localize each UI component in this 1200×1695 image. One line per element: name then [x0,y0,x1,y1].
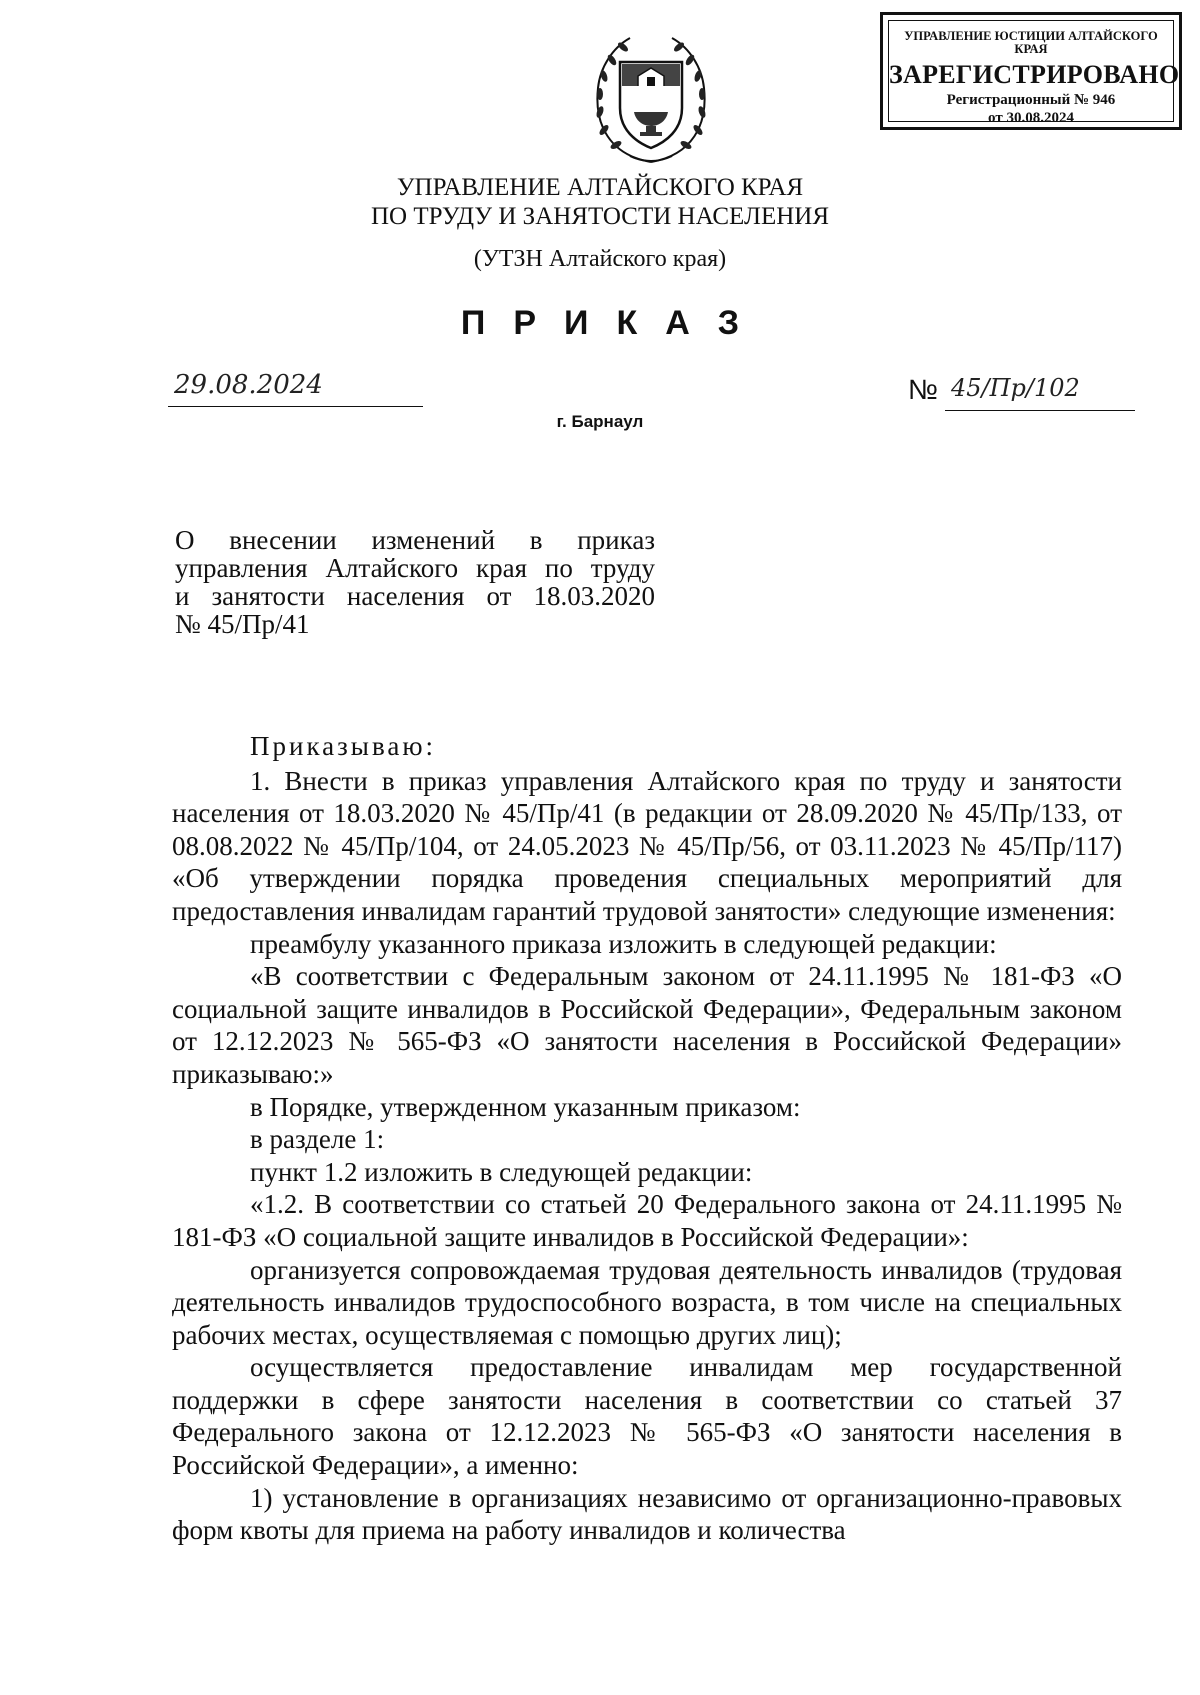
stamp-inner-border [888,20,1180,126]
order-subject [175,526,655,638]
paragraph: «В соответствии с Федеральным законом от 24.11.1995 № 181-ФЗ «О социальной защите инвалидов в Российской Федерации», Федеральным законом от 12.12.2023 № 565-ФЗ «О занятости населения в Российской Федерации» приказываю:» [172,961,1122,1089]
stamp-agency: УПРАВЛЕНИЕ ЮСТИЦИИ АЛТАЙСКОГО КРАЯ [904,29,1158,56]
paragraph: в Порядке, утвержденном указанным приказом: [250,1091,801,1122]
registration-stamp [880,12,1182,130]
subject-line-3: и занятости населения от 18.03.2020 [175,581,655,611]
paragraph: пункт 1.2 изложить в следующей редакции: [250,1156,753,1187]
subject-line-2: управления Алтайского края по труду [175,553,655,583]
city-name: г. Барнаул [556,412,644,431]
order-date-handwritten: 29.08.2024 [174,370,323,400]
organization-name-line1: УПРАВЛЕНИЕ АЛТАЙСКОГО КРАЯ [396,174,804,201]
document-type-title: ПРИКАЗ [460,304,768,342]
paragraph: 1. Внести в приказ управления Алтайского края по труду и занятости населения от 18.03.2020 № 45/Пр/41 (в редакции от 28.09.2020 № 45/Пр/133, от 08.08.2022 № 45/Пр/104, от 24.05.2023 № 45/Пр/56, от 03.11.2023 № 45/Пр/117) «Об утверждении порядка проведения специальных мероприятий для предоставления инвалидам гарантий трудовой занятости» следующие изменения: [172,765,1122,926]
paragraph: преамбулу указанного приказа изложить в следующей редакции: [250,928,997,959]
altai-krai-coat-of-arms-icon [590,30,712,170]
order-number-field [945,374,1135,411]
paragraph: осуществляется предоставление инвалидам мер государственной поддержки в сфере занятости населения в соответствии со статьей 37 Федерального закона от 12.12.2023 № 565-ФЗ «О занятости населения в Российской Федерации», а именно: [172,1352,1122,1481]
subject-line-4: № 45/Пр/41 [175,609,310,639]
organization-name [300,173,900,231]
organization-name-line2: ПО ТРУДУ И ЗАНЯТОСТИ НАСЕЛЕНИЯ [370,203,830,230]
paragraph: организуется сопровождаемая трудовая деятельность инвалидов (трудовая деятельность инвалидов трудоспособного возраста, в том числе на специальных рабочих местах, осуществляемая с помощью других лиц); [172,1254,1122,1350]
order-body [172,730,1122,1547]
order-number-sign: № [908,374,939,405]
paragraph: в разделе 1: [250,1124,385,1155]
paragraph: «1.2. В соответствии со статьей 20 Федерального закона от 24.11.1995 № 181-ФЗ «О социальной защите инвалидов в Российской Федерации»: [172,1189,1122,1252]
paragraph: 1) установление в организациях независимо от организационно-правовых форм квоты для приема на работу инвалидов и количества [172,1482,1122,1546]
order-word: Приказываю: [250,731,436,761]
organization-short-name: (УТЗН Алтайского края) [473,246,727,272]
stamp-status: ЗАРЕГИСТРИРОВАНО [889,60,1180,89]
order-date-field [168,368,423,407]
stamp-registration-date: от 30.08.2024 [988,110,1074,126]
stamp-registration-number: Регистрационный № 946 [946,92,1116,108]
order-number-handwritten: 45/Пр/102 [951,374,1080,402]
subject-line-1: О внесении изменений в приказ [175,525,655,555]
